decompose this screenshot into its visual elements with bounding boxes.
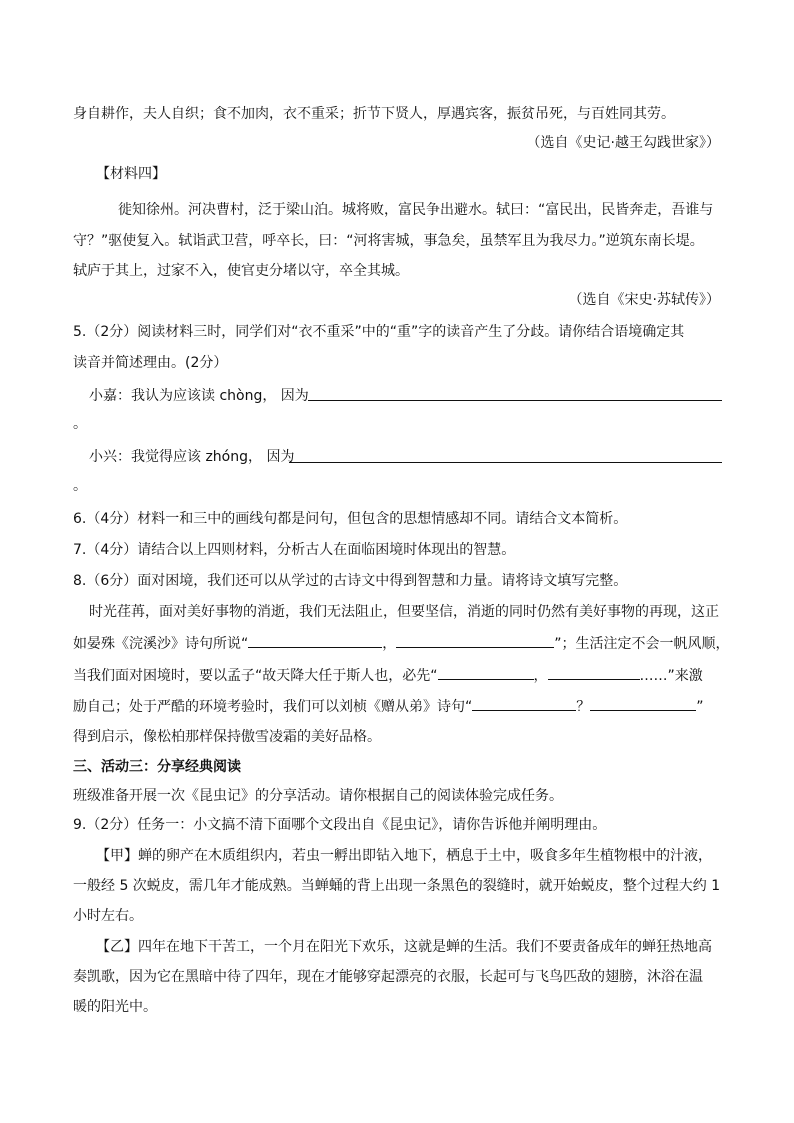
section3-intro: 班级准备开展一次《昆虫记》的分享活动。请你根据自己的阅读体验完成任务。 xyxy=(73,788,563,804)
passage-yi-line-1: 【乙】四年在地下干苦工，一个月在阳光下欢乐，这就是蝉的生活。我们不要责备成年的蝉狂热地高 xyxy=(96,939,712,955)
q8-line-1: 8.（6分）面对困境，我们还可以从学过的古诗文中得到智慧和力量。请将诗文填写完整。 xyxy=(73,573,628,589)
material3-source: （选自《史记·越王勾践世家》） xyxy=(526,135,720,151)
q8-line-4 xyxy=(73,665,703,686)
q5-xiaoxing-period: 。 xyxy=(73,478,87,494)
q8-l3-start: 如晏殊《浣溪沙》诗句所说“ xyxy=(73,636,249,652)
q8-line-5 xyxy=(73,696,704,717)
yanshu-blank-2[interactable] xyxy=(396,633,554,648)
passage-jia-line-2: 一般经 5 次蜕皮，需几年才能成熟。当蝉蛹的背上出现一条黑色的裂缝时，就开始蜕皮，整个过程大约 1 xyxy=(73,878,721,894)
liuzhen-blank-1[interactable] xyxy=(472,696,576,711)
passage-jia-line-3: 小时左右。 xyxy=(73,908,143,924)
passage-jia-line-1: 【甲】蝉的卵产在木质组织内，若虫一孵出即钻入地下，栖息于土中，吸食多年生植物根中的汁液， xyxy=(96,848,712,864)
material4-line-1: 徙知徐州。河决曹村，泛于梁山泊。城将败，富民争出避水。轼曰：“富民出，民皆奔走，吾谁与 xyxy=(118,202,714,218)
q8-l5-start: 励自己；处于严酷的环境考验时，我们可以刘桢《赠从弟》诗句“ xyxy=(73,699,473,715)
q6-text: 6.（4分）材料一和三中的画线句都是问句，但包含的思想情感却不同。请结合文本简析。 xyxy=(73,511,628,527)
q5-xiaojia-period: 。 xyxy=(73,416,87,432)
q5-line-2: 读音并简述理由。(2分） xyxy=(73,355,228,371)
q8-l4-comma: ， xyxy=(533,668,548,684)
q7-text: 7.（4分）请结合以上四则材料，分析古人在面临困境时体现出的智慧。 xyxy=(73,542,516,558)
mencius-blank-2[interactable] xyxy=(548,665,640,680)
q8-l5-question: ？ xyxy=(576,699,591,715)
yanshu-blank-1[interactable] xyxy=(248,633,382,648)
material4-line-2: 守？”驱使复入。轼诣武卫营，呼卒长，曰：“河将害城，事急矣，虽禁军且为我尽力。”逆筑东南长堤。 xyxy=(73,233,704,249)
q8-line-6: 得到启示，像松柏那样保持傲雪凌霜的美好品格。 xyxy=(73,729,381,745)
q8-l5-end: ” xyxy=(696,699,704,715)
xiaoxing-prompt: 小兴：我觉得应该 zhóng， 因为 xyxy=(89,449,295,465)
mencius-blank-1[interactable] xyxy=(438,665,534,680)
q5-line-1: 5.（2分）阅读材料三时，同学们对“衣不重采”中的“重”字的读音产生了分歧。请你结合语境确定其 xyxy=(73,324,685,340)
xiaojia-answer-blank[interactable] xyxy=(308,400,722,401)
q8-l3-comma: ， xyxy=(382,636,397,652)
passage-yi-line-2: 奏凯歌，因为它在黑暗中待了四年，现在才能够穿起漂亮的衣服，长起可与飞鸟匹敌的翅膀，沐浴在温 xyxy=(73,969,703,985)
material4-source: （选自《宋史·苏轼传》） xyxy=(568,292,720,308)
q8-l4-end: ……”来激 xyxy=(639,668,703,684)
section3-heading: 三、活动三：分享经典阅读 xyxy=(73,759,241,775)
q5-xiaojia-answer xyxy=(89,386,309,406)
xiaoxing-answer-blank[interactable] xyxy=(289,462,722,463)
q8-l3-end: ”；生活注定不会一帆风顺， xyxy=(554,636,730,652)
q8-line-3 xyxy=(73,633,730,654)
material3-last-line: 身自耕作，夫人自织；食不加肉，衣不重采；折节下贤人，厚遇宾客，振贫吊死，与百姓同其劳。 xyxy=(73,106,675,122)
material4-line-3: 轼庐于其上，过家不入，使官吏分堵以守，卒全其城。 xyxy=(73,263,409,279)
q9-text: 9.（2分）任务一：小文搞不清下面哪个文段出自《昆虫记》，请你告诉他并阐明理由。 xyxy=(73,817,607,833)
liuzhen-blank-2[interactable] xyxy=(590,696,696,711)
material4-heading: 【材料四】 xyxy=(96,166,166,182)
q8-line-2: 时光荏苒，面对美好事物的消逝，我们无法阻止，但要坚信，消逝的同时仍然有美好事物的再现，这正 xyxy=(89,604,719,620)
q8-l4-start: 当我们面对困境时，要以孟子“故天降大任于斯人也，必先“ xyxy=(73,668,438,684)
xiaojia-prompt: 小嘉：我认为应该读 chòng， 因为 xyxy=(89,388,309,404)
passage-yi-line-3: 暖的阳光中。 xyxy=(73,999,157,1015)
q5-xiaoxing-answer xyxy=(89,447,294,467)
